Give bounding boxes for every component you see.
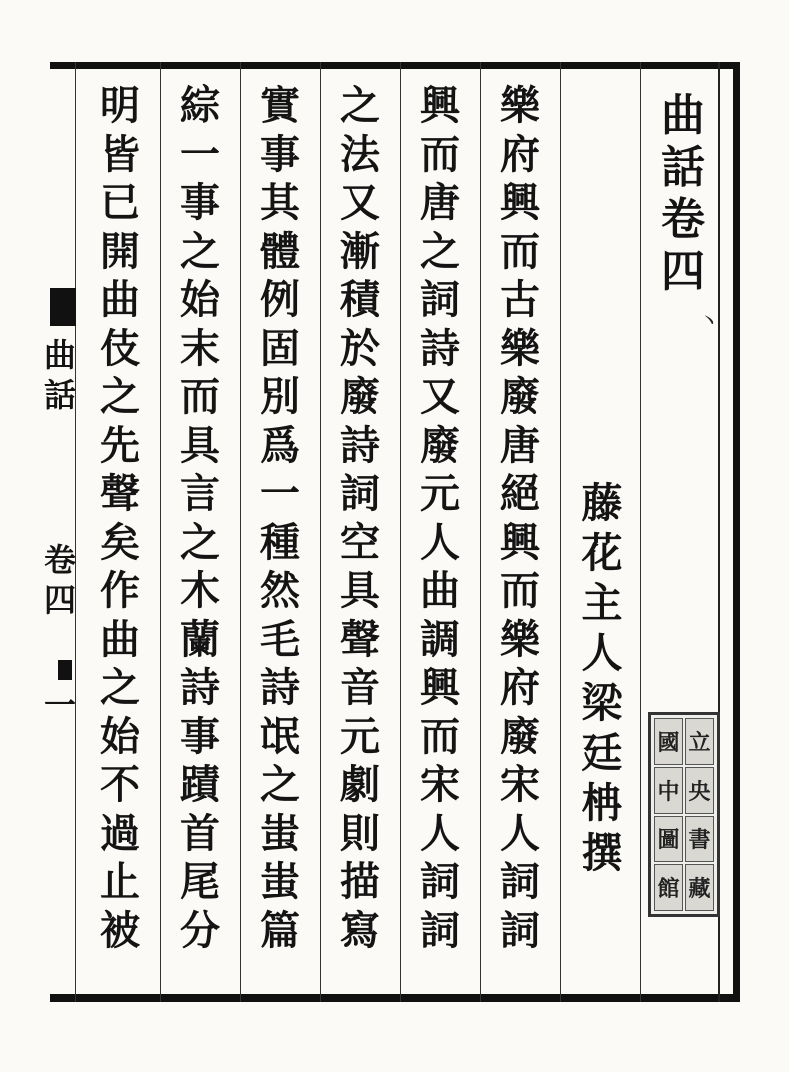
- text-char: 之: [180, 227, 220, 275]
- text-char: 詞: [420, 858, 460, 905]
- seal-char: 藏: [685, 864, 714, 911]
- text-char: 具: [340, 567, 380, 614]
- text-char: 蚩: [260, 809, 300, 857]
- text-char: 種: [260, 518, 300, 566]
- text-char: 音: [340, 664, 380, 711]
- text-char: 事: [180, 179, 220, 226]
- text-char: 詞: [420, 906, 460, 954]
- text-char: 詩: [180, 664, 220, 711]
- text-char: 具: [180, 421, 220, 469]
- column-divider: [400, 62, 401, 1002]
- text-char: 樂: [500, 324, 540, 372]
- text-char: 綜: [180, 82, 220, 129]
- text-char: 元: [420, 470, 460, 517]
- text-char: 唐: [500, 421, 540, 469]
- text-char: 興: [420, 82, 460, 129]
- text-column: [334, 82, 386, 955]
- text-char: 於: [340, 324, 380, 372]
- text-char: 作: [100, 567, 140, 614]
- text-char: 爲: [260, 421, 300, 469]
- margin-book-title: [40, 335, 80, 415]
- text-char: 詞: [420, 276, 460, 323]
- text-column: [94, 82, 146, 955]
- text-char: 言: [180, 470, 220, 517]
- text-char: 曲: [100, 615, 140, 663]
- text-char: 之: [260, 761, 300, 808]
- text-char: 開: [100, 227, 140, 275]
- author-column: [577, 478, 627, 878]
- text-char: 樂: [500, 615, 540, 663]
- text-char: 毛: [260, 615, 300, 663]
- margin-char: 一: [43, 686, 76, 724]
- text-char: 之: [180, 518, 220, 566]
- text-char: 蹟: [180, 761, 220, 808]
- text-char: 而: [420, 712, 460, 760]
- text-char: 始: [100, 712, 140, 760]
- text-char: 空: [340, 518, 380, 566]
- text-column: [494, 82, 546, 955]
- text-char: 曲: [100, 276, 140, 323]
- text-char: 唐: [420, 179, 460, 226]
- margin-ink-mark: [58, 660, 72, 680]
- text-char: 詞: [340, 470, 380, 517]
- margin-volume: [40, 540, 80, 620]
- text-char: 明: [100, 82, 140, 129]
- author-char: 廷: [581, 729, 623, 777]
- text-char: 而: [180, 373, 220, 420]
- text-char: 廢: [420, 421, 460, 469]
- text-char: 寫: [340, 906, 380, 954]
- text-char: 尾: [180, 858, 220, 905]
- text-char: 事: [260, 130, 300, 178]
- text-char: 積: [340, 276, 380, 323]
- text-char: 而: [500, 567, 540, 614]
- text-char: 實: [260, 82, 300, 129]
- text-char: 之: [100, 664, 140, 711]
- seal-char: 書: [685, 816, 714, 863]
- margin-page-number: [40, 685, 80, 725]
- text-char: 聲: [340, 615, 380, 663]
- text-char: 詞: [500, 858, 540, 905]
- column-divider: [160, 62, 161, 1002]
- text-char: 興: [500, 518, 540, 566]
- seal-char: 圖: [654, 816, 683, 863]
- text-char: 過: [100, 809, 140, 857]
- column-divider: [640, 62, 641, 1002]
- text-char: 詩: [340, 421, 380, 469]
- seal-char: 央: [685, 767, 714, 814]
- text-char: 描: [340, 858, 380, 905]
- text-char: 伎: [100, 324, 140, 372]
- library-seal: [648, 712, 720, 917]
- text-char: 首: [180, 809, 220, 857]
- text-char: 木: [180, 567, 220, 614]
- text-char: 別: [260, 373, 300, 420]
- text-char: 而: [500, 227, 540, 275]
- text-char: 廢: [500, 712, 540, 760]
- author-char: 撰: [581, 829, 623, 877]
- text-char: 元: [340, 712, 380, 760]
- text-char: 廢: [500, 373, 540, 420]
- text-char: 然: [260, 567, 300, 614]
- column-divider: [480, 62, 481, 1002]
- text-char: 詩: [420, 324, 460, 372]
- text-char: 之: [420, 227, 460, 275]
- text-char: 分: [180, 906, 220, 954]
- text-char: 劇: [340, 761, 380, 808]
- text-char: 蘭: [180, 615, 220, 663]
- seal-char: 國: [654, 718, 683, 765]
- column-divider: [75, 62, 76, 1002]
- text-char: 古: [500, 276, 540, 323]
- text-char: 先: [100, 421, 140, 469]
- margin-char: 話: [43, 376, 76, 414]
- text-char: 篇: [260, 906, 300, 954]
- text-char: 廢: [340, 373, 380, 420]
- text-char: 興: [420, 664, 460, 711]
- text-char: 一: [180, 130, 220, 178]
- text-column: [414, 82, 466, 955]
- text-char: 氓: [260, 712, 300, 760]
- text-char: 一: [260, 470, 300, 517]
- text-char: 聲: [100, 470, 140, 517]
- seal-char: 館: [654, 864, 683, 911]
- text-char: 調: [420, 615, 460, 663]
- author-char: 花: [581, 529, 623, 577]
- text-char: 而: [420, 130, 460, 178]
- column-divider: [240, 62, 241, 1002]
- text-char: 漸: [340, 227, 380, 275]
- text-char: 之: [100, 373, 140, 420]
- column-divider: [560, 62, 561, 1002]
- text-char: 府: [500, 664, 540, 711]
- fish-tail-mark: [50, 288, 76, 326]
- text-char: 體: [260, 227, 300, 275]
- title-char: 四: [661, 246, 705, 297]
- author-char: 藤: [581, 479, 623, 527]
- text-char: 樂: [500, 82, 540, 129]
- text-char: 興: [500, 179, 540, 226]
- author-char: 梁: [581, 679, 623, 727]
- text-column: [254, 82, 306, 955]
- punctuation-mark: 丶: [698, 310, 721, 335]
- column-divider: [320, 62, 321, 1002]
- text-char: 矣: [100, 518, 140, 566]
- margin-char: 曲: [43, 336, 76, 374]
- text-char: 法: [340, 130, 380, 178]
- text-char: 曲: [420, 567, 460, 614]
- text-char: 被: [100, 906, 140, 954]
- text-char: 已: [100, 179, 140, 226]
- text-char: 則: [340, 809, 380, 857]
- author-char: 主: [581, 579, 623, 627]
- margin-char: 卷: [43, 541, 76, 579]
- text-char: 止: [100, 858, 140, 905]
- title-char: 卷: [661, 194, 705, 245]
- text-column: [174, 82, 226, 955]
- text-char: 又: [340, 179, 380, 226]
- text-char: 皆: [100, 130, 140, 178]
- text-char: 宋: [420, 761, 460, 808]
- text-char: 宋: [500, 761, 540, 808]
- text-char: 末: [180, 324, 220, 372]
- text-char: 又: [420, 373, 460, 420]
- text-char: 事: [180, 712, 220, 760]
- text-char: 人: [420, 809, 460, 857]
- title-column: [658, 90, 708, 298]
- author-char: 柟: [581, 779, 623, 827]
- seal-char: 立: [685, 718, 714, 765]
- text-char: 其: [260, 179, 300, 226]
- author-char: 人: [581, 629, 623, 677]
- text-char: 始: [180, 276, 220, 323]
- text-char: 蚩: [260, 858, 300, 905]
- text-char: 府: [500, 130, 540, 178]
- text-char: 不: [100, 761, 140, 808]
- text-char: 詩: [260, 664, 300, 711]
- seal-char: 中: [654, 767, 683, 814]
- text-char: 之: [340, 82, 380, 129]
- text-char: 固: [260, 324, 300, 372]
- text-char: 詞: [500, 906, 540, 954]
- title-char: 話: [661, 142, 705, 193]
- text-char: 人: [420, 518, 460, 566]
- text-char: 絕: [500, 470, 540, 517]
- margin-char: 四: [43, 581, 76, 619]
- page-frame: [50, 62, 740, 1002]
- text-char: 人: [500, 809, 540, 857]
- title-char: 曲: [661, 90, 705, 141]
- text-char: 例: [260, 276, 300, 323]
